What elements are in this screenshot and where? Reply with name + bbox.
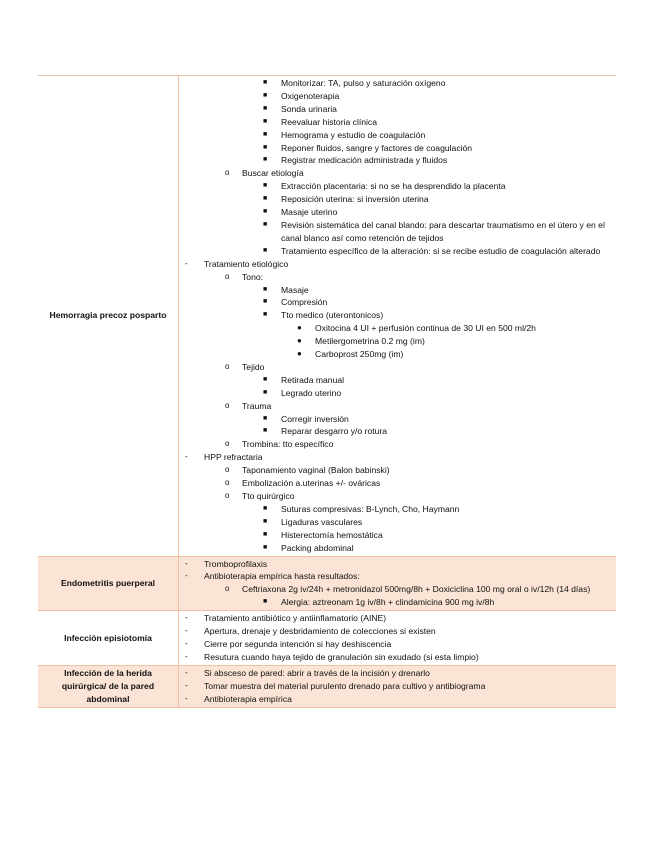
bullet-icon: o bbox=[225, 584, 230, 594]
list-item-text: Reparar desgarro y/o rotura bbox=[281, 426, 388, 437]
list-item bbox=[179, 90, 616, 103]
list-item bbox=[179, 180, 616, 193]
list-item-text: Tratamiento etiológico bbox=[204, 258, 289, 269]
list-item-text: Carboprost 250mg (im) bbox=[315, 349, 404, 360]
list-item-text: Metilergometrina 0.2 mg (im) bbox=[315, 336, 425, 347]
condition-label: Endometritis puerperal bbox=[38, 556, 179, 611]
bullet-icon: ■ bbox=[263, 130, 268, 138]
list-item-text: Tomar muestra del material purulento drenado para cultivo y antibiograma bbox=[204, 680, 486, 691]
bullet-icon: o bbox=[225, 361, 230, 371]
bullet-icon: o bbox=[225, 168, 230, 178]
list-item bbox=[179, 651, 616, 664]
list-item-text: Monitorizar: TA, pulso y saturación oxígeno bbox=[281, 78, 446, 88]
list-item bbox=[179, 464, 616, 477]
list-item-text: Reposición uterina: si inversión uterina bbox=[281, 194, 429, 205]
bullet-icon: - bbox=[185, 638, 188, 648]
bullet-icon: ■ bbox=[263, 182, 268, 190]
bullet-icon: - bbox=[185, 558, 188, 568]
list-item-text: Revisión sistemática del canal blando: para descartar traumatismo en el útero y en el canal blanco así como retención de tejidos bbox=[281, 219, 605, 243]
table-row bbox=[38, 665, 616, 707]
bullet-icon: ■ bbox=[263, 414, 268, 422]
list-item bbox=[179, 193, 616, 206]
table-row bbox=[38, 76, 616, 557]
list-item-text: Masaje bbox=[281, 284, 309, 295]
list-item-text: Trauma bbox=[242, 400, 272, 411]
list-item-text: Oxitocina 4 UI + perfusión continua de 30 UI en 500 ml/2h bbox=[315, 323, 536, 334]
list-item bbox=[179, 490, 616, 503]
list-item-text: Histerectomía hemostática bbox=[281, 529, 383, 540]
list-item-text: Sonda urinaria bbox=[281, 103, 337, 114]
bullet-icon: ■ bbox=[263, 598, 268, 606]
list-item-text: Antibioterapia empírica hasta resultados: bbox=[204, 571, 360, 582]
list-item-text: Antibioterapia empírica bbox=[204, 693, 292, 704]
list-item-text: Compresión bbox=[281, 297, 328, 308]
list-item-text: Resutura cuando haya tejido de granulación sin exudado (si esta limpio) bbox=[204, 651, 479, 662]
list-item-text: Si absceso de pared: abrir a través de la incisión y drenarlo bbox=[204, 667, 430, 678]
bullet-icon: o bbox=[225, 478, 230, 488]
bullet-icon: ● bbox=[297, 323, 302, 333]
list-item bbox=[179, 542, 616, 555]
list-item-text: Reponer fluidos, sangre y factores de coagulación bbox=[281, 142, 473, 153]
bullet-icon: - bbox=[185, 693, 188, 703]
bullet-icon: ● bbox=[297, 349, 302, 359]
list-item-text: Suturas compresivas: B-Lynch, Cho, Haymann bbox=[281, 503, 460, 514]
list-item bbox=[179, 612, 616, 625]
list-item-text: Tono: bbox=[242, 271, 264, 282]
list-item-text: Oxigenoterapia bbox=[281, 90, 340, 101]
list-item bbox=[179, 309, 616, 322]
bullet-icon: - bbox=[185, 571, 188, 581]
list-item bbox=[179, 477, 616, 490]
bullet-icon: ■ bbox=[263, 246, 268, 254]
list-item-text: Packing abdominal bbox=[281, 542, 354, 553]
list-item-text: Tto quirúrgico bbox=[242, 491, 295, 501]
condition-label: Infección episiotomía bbox=[38, 611, 179, 666]
list-item-text: Extracción placentaria: si no se ha desprendido la placenta bbox=[281, 181, 506, 192]
list-item bbox=[179, 219, 616, 245]
bullet-icon: o bbox=[225, 491, 230, 500]
bullet-icon: - bbox=[185, 680, 188, 690]
list-item bbox=[179, 503, 616, 516]
list-item bbox=[179, 167, 616, 180]
list-item bbox=[179, 271, 616, 284]
bullet-icon: ■ bbox=[263, 504, 268, 512]
list-item-text: Tratamiento antibiótico y antiinflamatorio (AINE) bbox=[204, 613, 387, 624]
list-item bbox=[179, 296, 616, 309]
list-item-text: Apertura, drenaje y desbridamiento de colecciones si existen bbox=[204, 626, 436, 637]
bullet-icon: ■ bbox=[263, 220, 268, 228]
list-item-text: Masaje uterino bbox=[281, 207, 338, 218]
treatment-list bbox=[179, 556, 617, 611]
list-item-text: Registrar medicación administrada y fluidos bbox=[281, 155, 448, 166]
bullet-icon: ■ bbox=[263, 208, 268, 216]
bullet-icon: ■ bbox=[263, 285, 268, 293]
list-item-text: HPP refractaria bbox=[204, 452, 263, 463]
list-item-text: Tto medico (uterontonicos) bbox=[281, 310, 384, 321]
list-item bbox=[179, 529, 616, 542]
list-item bbox=[179, 413, 616, 426]
bullet-icon: ■ bbox=[263, 143, 268, 151]
list-item bbox=[179, 625, 616, 638]
list-item bbox=[179, 667, 616, 680]
list-item-text: Embolización a.uterinas +/- ováricas bbox=[242, 478, 381, 489]
treatment-table bbox=[38, 75, 616, 708]
list-item bbox=[179, 387, 616, 400]
list-item-text: Retirada manual bbox=[281, 374, 345, 385]
bullet-icon: ■ bbox=[263, 543, 268, 551]
list-item-text: Alergia: aztreonam 1g iv/8h + clindamicina 900 mg iv/8h bbox=[281, 597, 495, 608]
list-item bbox=[179, 516, 616, 529]
bullet-icon: o bbox=[225, 400, 230, 410]
list-item-text: Tejido bbox=[242, 361, 265, 372]
list-item-text: Taponamiento vaginal (Balon babinski) bbox=[242, 465, 390, 476]
bullet-icon: ■ bbox=[263, 117, 268, 125]
bullet-icon: o bbox=[225, 465, 230, 475]
bullet-icon: - bbox=[185, 667, 188, 677]
list-item bbox=[179, 680, 616, 693]
list-item bbox=[179, 322, 616, 335]
list-item-text: Buscar etiología bbox=[242, 168, 304, 179]
bullet-icon: - bbox=[185, 651, 188, 661]
table-row bbox=[38, 556, 616, 611]
list-item-text: Hemograma y estudio de coagulación bbox=[281, 129, 426, 140]
list-item bbox=[179, 116, 616, 129]
treatment-list bbox=[179, 76, 617, 557]
bullet-icon: ■ bbox=[263, 156, 268, 164]
bullet-icon: ■ bbox=[263, 104, 268, 112]
list-item-text: Tromboprofilaxis bbox=[204, 558, 268, 569]
list-item bbox=[179, 258, 616, 271]
list-item-text: Cierre por segunda intención si hay deshiscencia bbox=[204, 638, 392, 649]
bullet-icon: ● bbox=[297, 336, 302, 346]
bullet-icon: - bbox=[185, 626, 188, 636]
bullet-icon: ■ bbox=[263, 91, 268, 99]
list-item bbox=[179, 570, 616, 583]
list-item bbox=[179, 361, 616, 374]
bullet-icon: - bbox=[185, 258, 188, 268]
bullet-icon: o bbox=[225, 271, 230, 281]
treatment-list bbox=[179, 611, 617, 666]
bullet-icon: ■ bbox=[263, 517, 268, 525]
list-item bbox=[179, 348, 616, 361]
list-item-text: Reevaluar historia clínica bbox=[281, 116, 378, 127]
bullet-icon: ■ bbox=[263, 375, 268, 383]
list-item bbox=[179, 245, 616, 258]
list-item bbox=[179, 596, 616, 609]
treatment-list bbox=[179, 665, 617, 707]
list-item-text: Corregir inversión bbox=[281, 413, 349, 424]
list-item bbox=[179, 425, 616, 438]
list-item bbox=[179, 142, 616, 155]
list-item-text: Ceftriaxona 2g iv/24h + metronidazol 500mg/8h + Doxiciclina 100 mg oral o iv/12h (14 días) bbox=[242, 584, 591, 595]
bullet-icon: ■ bbox=[263, 427, 268, 435]
list-item bbox=[179, 438, 616, 451]
list-item bbox=[179, 374, 616, 387]
bullet-icon: ■ bbox=[263, 298, 268, 306]
bullet-icon: ■ bbox=[263, 79, 268, 86]
list-item bbox=[179, 400, 616, 413]
bullet-icon: - bbox=[185, 452, 188, 462]
list-item bbox=[179, 103, 616, 116]
bullet-icon: ■ bbox=[263, 195, 268, 203]
list-item bbox=[179, 451, 616, 464]
list-item bbox=[179, 284, 616, 297]
condition-label: Hemorragia precoz posparto bbox=[38, 76, 179, 557]
list-item bbox=[179, 206, 616, 219]
list-item bbox=[179, 558, 616, 571]
list-item bbox=[179, 154, 616, 167]
list-item bbox=[179, 693, 616, 706]
bullet-icon: o bbox=[225, 439, 230, 449]
bullet-icon: ■ bbox=[263, 530, 268, 538]
list-item bbox=[179, 638, 616, 651]
list-item bbox=[179, 77, 616, 90]
bullet-icon: - bbox=[185, 613, 188, 623]
condition-label: Infección de la herida quirúrgica/ de la pared abdominal bbox=[38, 665, 179, 707]
list-item-text: Tratamiento específico de la alteración: si se recibe estudio de coagulación alterado bbox=[281, 245, 601, 256]
list-item-text: Legrado uterino bbox=[281, 387, 342, 398]
table-row bbox=[38, 611, 616, 666]
list-item-text: Ligaduras vasculares bbox=[281, 516, 363, 527]
list-item-text: Trombina: tto específico bbox=[242, 439, 334, 450]
bullet-icon: ■ bbox=[263, 388, 268, 396]
bullet-icon: ■ bbox=[263, 311, 268, 319]
list-item bbox=[179, 335, 616, 348]
list-item bbox=[179, 129, 616, 142]
list-item bbox=[179, 583, 616, 596]
